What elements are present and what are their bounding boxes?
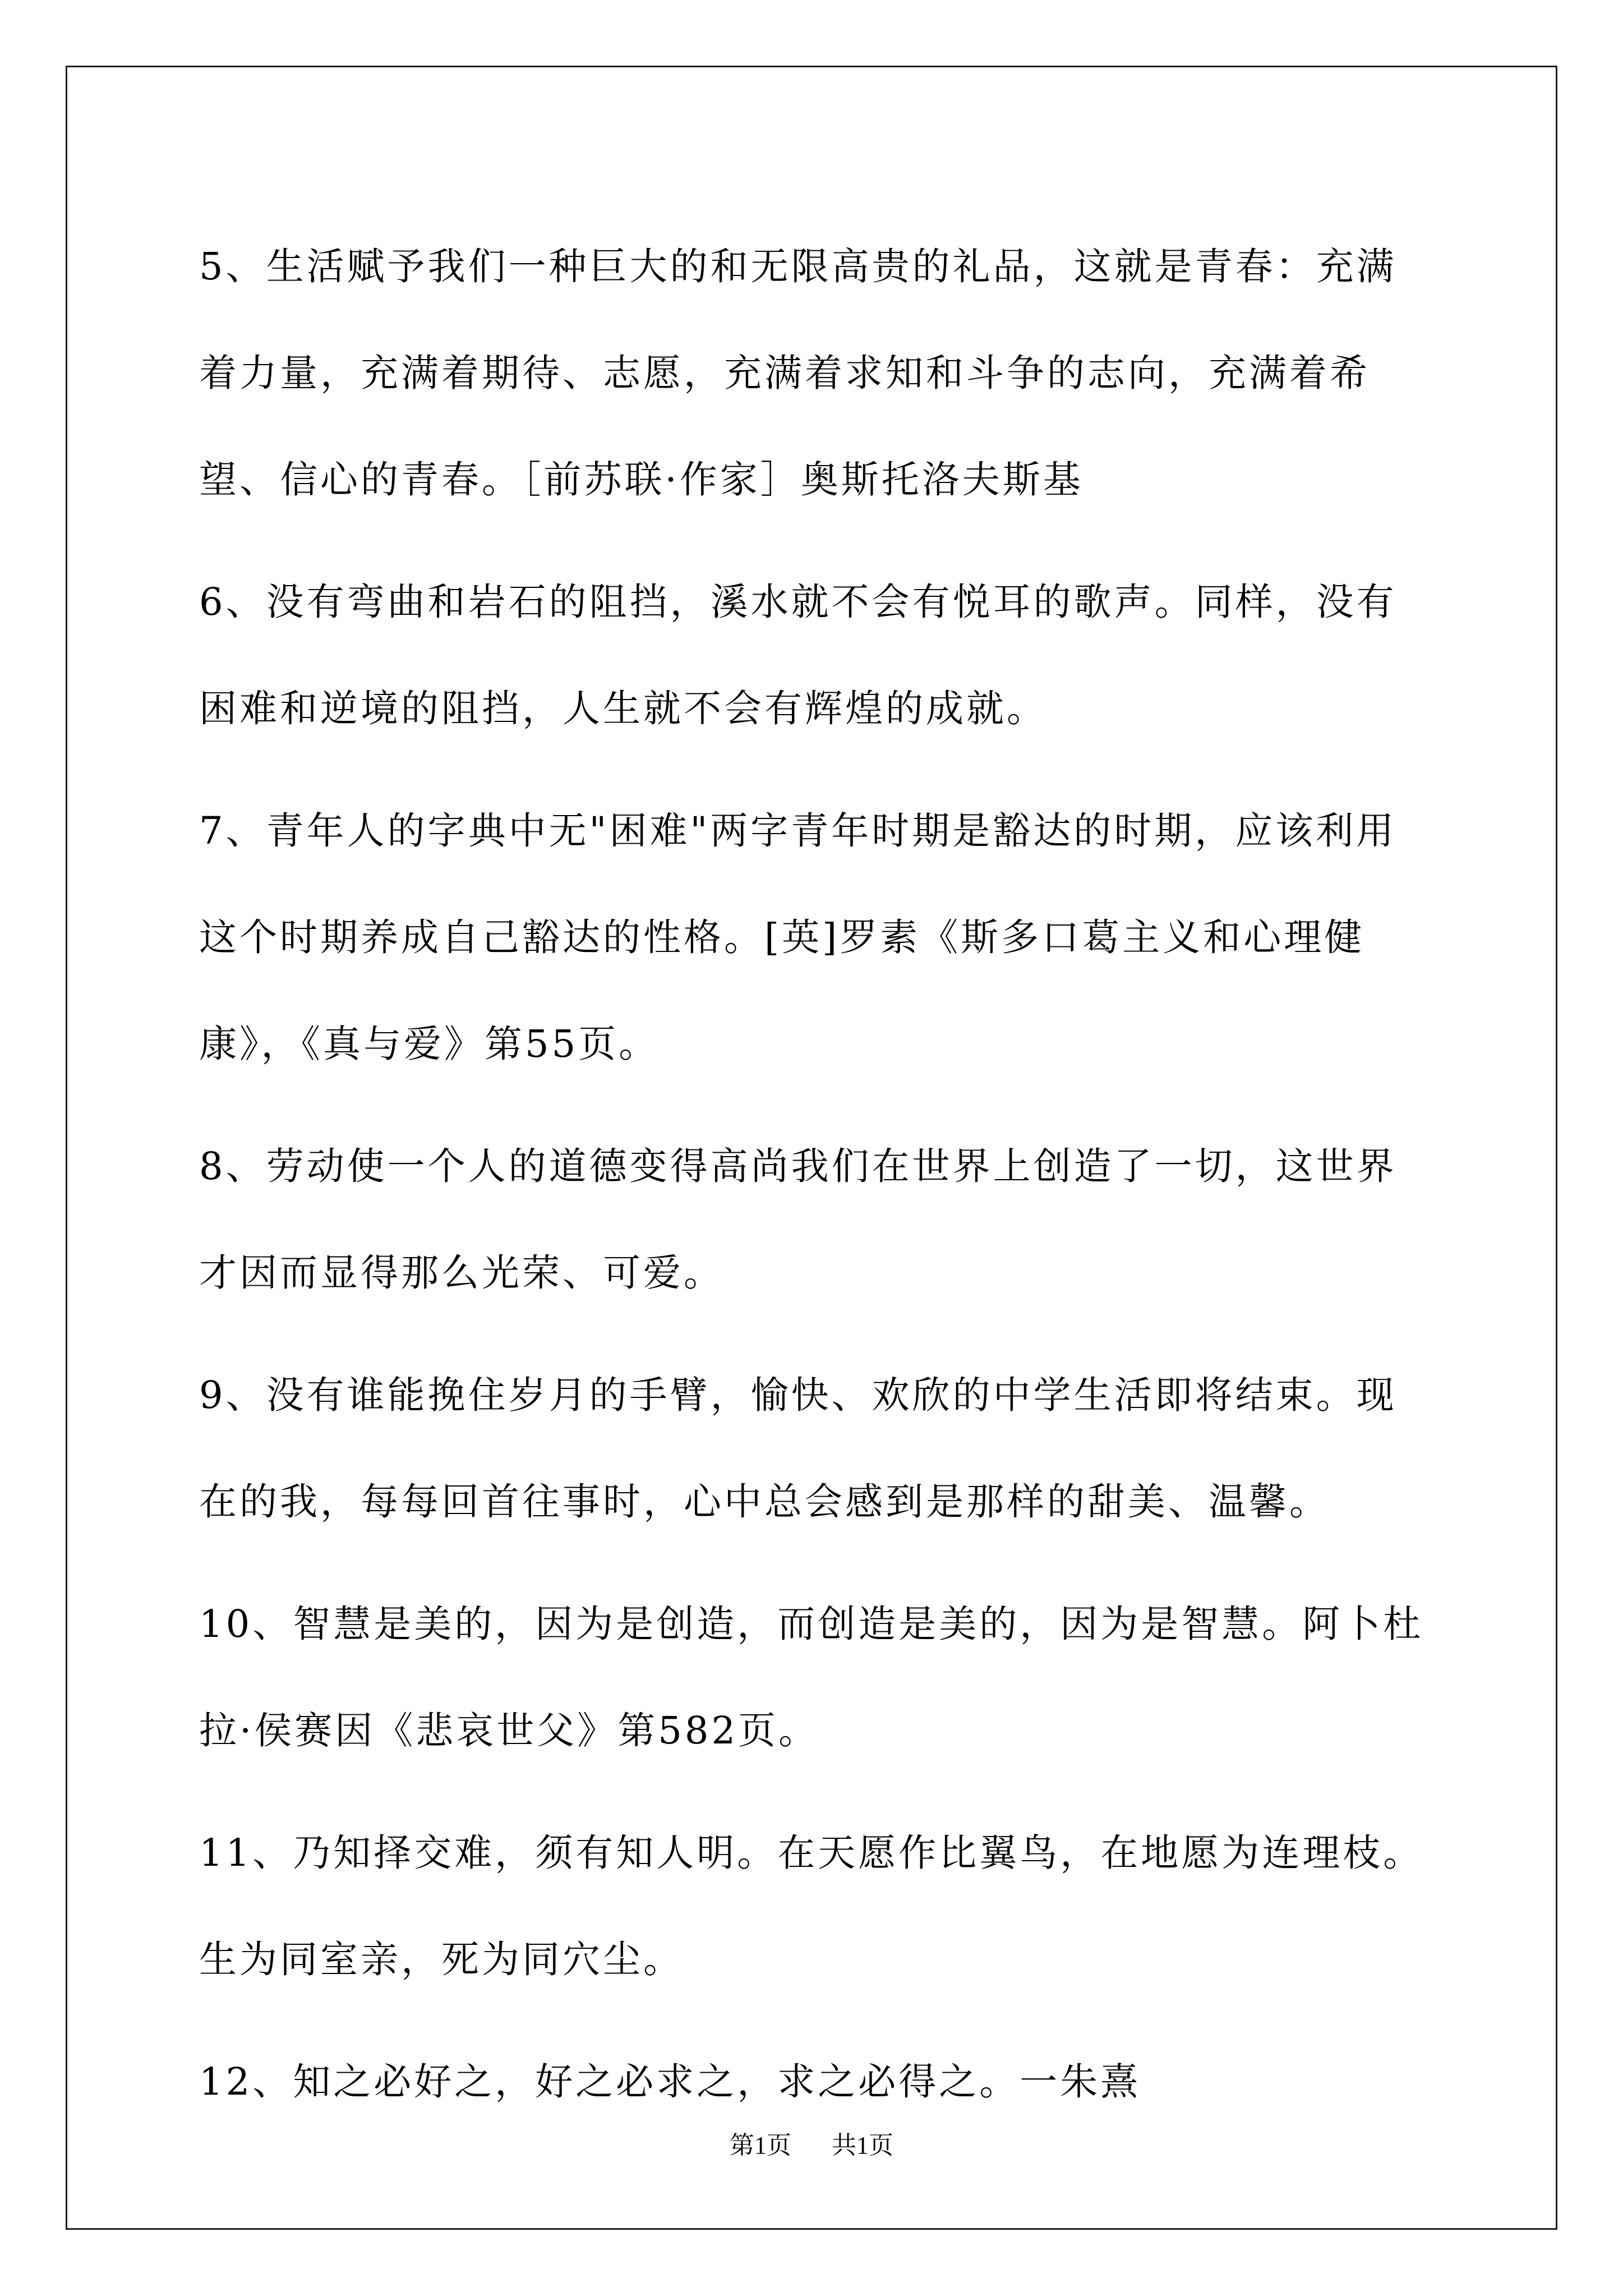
document-body: [199, 213, 1433, 2151]
paragraph-7: 7、青年人的字典中无"困难"两字青年时期是豁达的时期，应该利用这个时期养成自己豁达的性格。[英]罗素《斯多口葛主义和心理健康》，《真与爱》第55页。: [199, 809, 1397, 1066]
page-footer: [0, 2129, 1623, 2162]
page-number: 第1页: [730, 2132, 791, 2159]
paragraph-9: 9、没有谁能挽住岁月的手臂，愉快、欢欣的中学生活即将结束。现在的我，每每回首往事时，心中总会感到是那样的甜美、温馨。: [199, 1373, 1397, 1524]
paragraph-6: 6、没有弯曲和岩石的阻挡，溪水就不会有悦耳的歌声。同样，没有困难和逆境的阻挡，人生就不会有辉煌的成就。: [199, 580, 1397, 730]
paragraph-12: 12、知之必好之，好之必求之，求之必得之。一朱熹: [199, 2060, 1141, 2104]
paragraph-5: 5、生活赋予我们一种巨大的和无限高贵的礼品，这就是青春：充满着力量，充满着期待、志愿，充满着求知和斗争的志向，充满着希望、信心的青春。［前苏联·作家］奥斯托洛夫斯基: [199, 245, 1397, 501]
paragraph-8: 8、劳动使一个人的道德变得高尚我们在世界上创造了一切，这世界才因而显得那么光荣、可爱。: [199, 1144, 1397, 1295]
paragraph-10: 10、智慧是美的，因为是创造，而创造是美的，因为是智慧。阿卜杜拉·侯赛因《悲哀世父》第582页。: [199, 1602, 1424, 1752]
page-total: 共1页: [832, 2132, 893, 2159]
paragraph-11: 11、乃知择交难，须有知人明。在天愿作比翼鸟，在地愿为连理枝。生为同室亲，死为同穴尘。: [199, 1831, 1424, 1981]
